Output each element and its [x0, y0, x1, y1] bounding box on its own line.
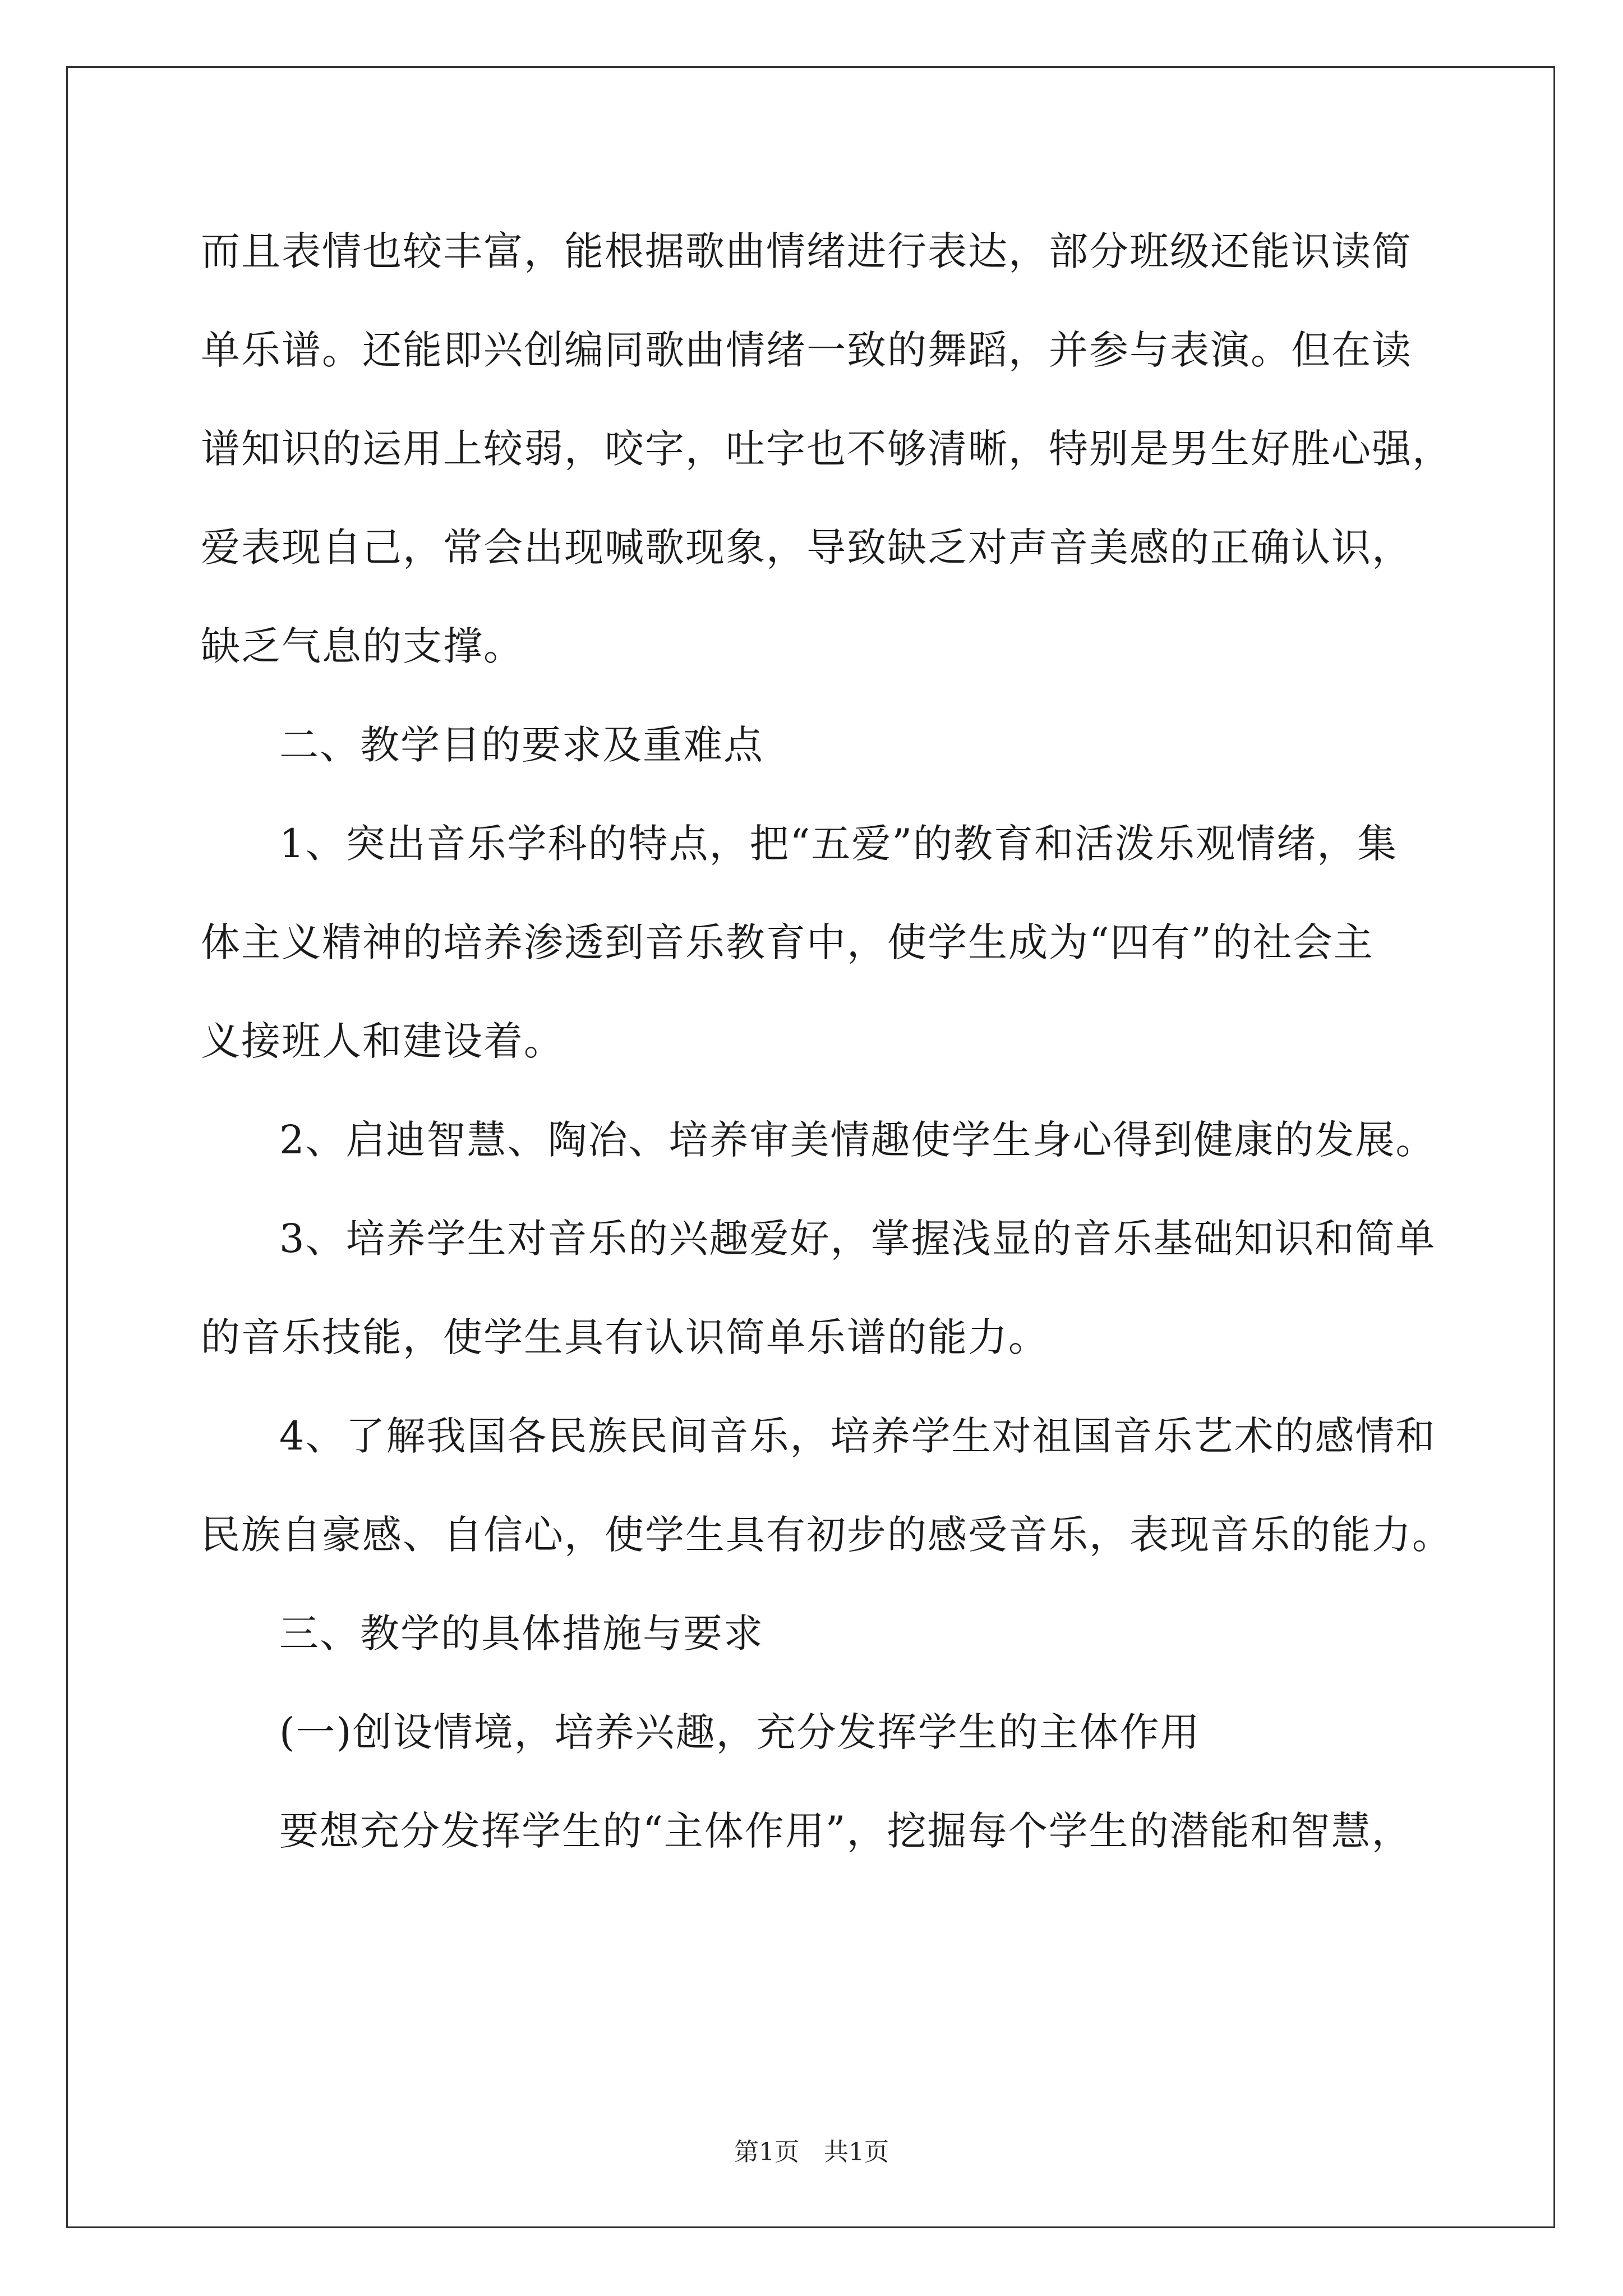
text-line: 的音乐技能，使学生具有认识简单乐谱的能力。: [201, 1314, 1049, 1360]
text-line: 谱知识的运用上较弱，咬字，吐字也不够清晰，特别是男生好胜心强，: [201, 426, 1453, 472]
list-item: 3、培养学生对音乐的兴趣爱好，掌握浅显的音乐基础知识和简单: [279, 1216, 1436, 1262]
document-body: [201, 202, 1453, 1880]
text-line: 义接班人和建设着。: [201, 1018, 564, 1064]
text-line: 单乐谱。还能即兴创编同歌曲情绪一致的舞蹈，并参与表演。但在读: [201, 327, 1412, 373]
text-line: 体主义精神的培养渗透到音乐教育中，使学生成为“四有”的社会主: [201, 919, 1374, 965]
page-footer: 第1页 共1页: [734, 2138, 889, 2166]
text-line: 民族自豪感、自信心，使学生具有初步的感受音乐，表现音乐的能力。: [201, 1512, 1453, 1558]
section-heading: 三、教学的具体措施与要求: [279, 1611, 764, 1657]
text-line: 缺乏气息的支撑。: [201, 623, 524, 669]
list-item: 1、突出音乐学科的特点，把“五爱”的教育和活泼乐观情绪，集: [279, 821, 1398, 867]
subsection-heading: (一)创设情境，培养兴趣，充分发挥学生的主体作用: [279, 1709, 1201, 1755]
list-item: 2、启迪智慧、陶冶、培养审美情趣使学生身心得到健康的发展。: [279, 1117, 1436, 1163]
text-line: 而且表情也较丰富，能根据歌曲情绪进行表达，部分班级还能识读简: [201, 228, 1412, 274]
section-heading: 二、教学目的要求及重难点: [279, 722, 764, 768]
text-line: 要想充分发挥学生的“主体作用”，挖掘每个学生的潜能和智慧，: [279, 1808, 1412, 1854]
list-item: 4、了解我国各民族民间音乐，培养学生对祖国音乐艺术的感情和: [279, 1413, 1436, 1459]
text-line: 爱表现自己，常会出现喊歌现象，导致缺乏对声音美感的正确认识，: [201, 524, 1412, 570]
